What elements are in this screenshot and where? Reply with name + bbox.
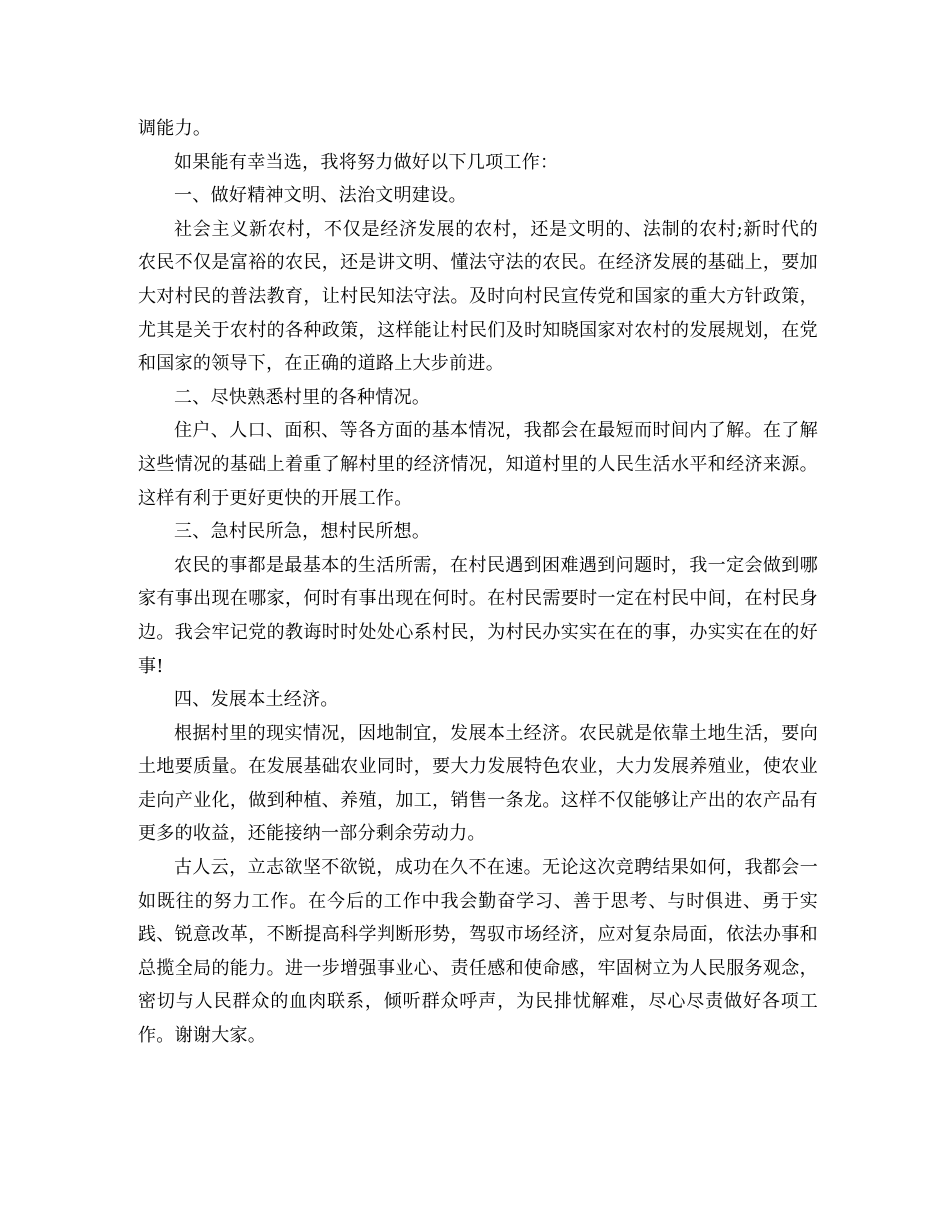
section-heading-3: 三、急村民所急，想村民所想。 — [174, 521, 431, 543]
closing-paragraph: 古人云，立志欲坚不欲锐，成功在久不在速。无论这次竞聘结果如何，我都会一如既往的努力工作。在今后的工作中我会勤奋学习、善于思考、与时俱进、勇于实践、锐意改革，不断提高科学判断形势，驾驭市场经济，应对复杂局面，依法办事和总揽全局的能力。进一步增强事业心、责任感和使命感，牢固树立为人民服务观念，密切与人民群众的血肉联系，倾听群众呼声，为民排忧解难，尽心尽责做好各项工作。谢谢大家。 — [138, 857, 818, 1047]
section-heading-2: 二、尽快熟悉村里的各种情况。 — [174, 386, 431, 408]
paragraph-section-3: 农民的事都是最基本的生活所需，在村民遇到困难遇到问题时，我一定会做到哪家有事出现在哪家，何时有事出现在何时。在村民需要时一定在村民中间，在村民身边。我会牢记党的教诲时时处处心系村民，为村民办实实在在的事，办实实在在的好事! — [138, 554, 818, 677]
document-body — [138, 112, 818, 1053]
paragraph-section-2: 住户、人口、面积、等各方面的基本情况，我都会在最短而时间内了解。在了解这些情况的基础上着重了解村里的经济情况，知道村里的人民生活水平和经济来源。这样有利于更好更快的开展工作。 — [138, 420, 818, 509]
paragraph-section-4: 根据村里的现实情况，因地制宜，发展本土经济。农民就是依靠土地生活，要向土地要质量。在发展基础农业同时，要大力发展特色农业，大力发展养殖业，使农业走向产业化，做到种植、养殖，加工，销售一条龙。这样不仅能够让产出的农产品有更多的收益，还能接纳一部分剩余劳动力。 — [138, 722, 818, 845]
paragraph-2: 如果能有幸当选，我将努力做好以下几项工作： — [174, 151, 559, 173]
section-heading-1: 一、做好精神文明、法治文明建设。 — [174, 185, 467, 207]
paragraph-1: 调能力。 — [138, 118, 212, 139]
paragraph-section-1: 社会主义新农村，不仅是经济发展的农村，还是文明的、法制的农村;新时代的农民不仅是富裕的农民，还是讲文明、懂法守法的农民。在经济发展的基础上，要加大对村民的普法教育，让村民知法守法。及时向村民宣传党和国家的重大方针政策，尤其是关于农村的各种政策，这样能让村民们及时知晓国家对农村的发展规划，在党和国家的领导下，在正确的道路上大步前进。 — [138, 218, 818, 375]
section-heading-4: 四、发展本土经济。 — [174, 689, 339, 711]
